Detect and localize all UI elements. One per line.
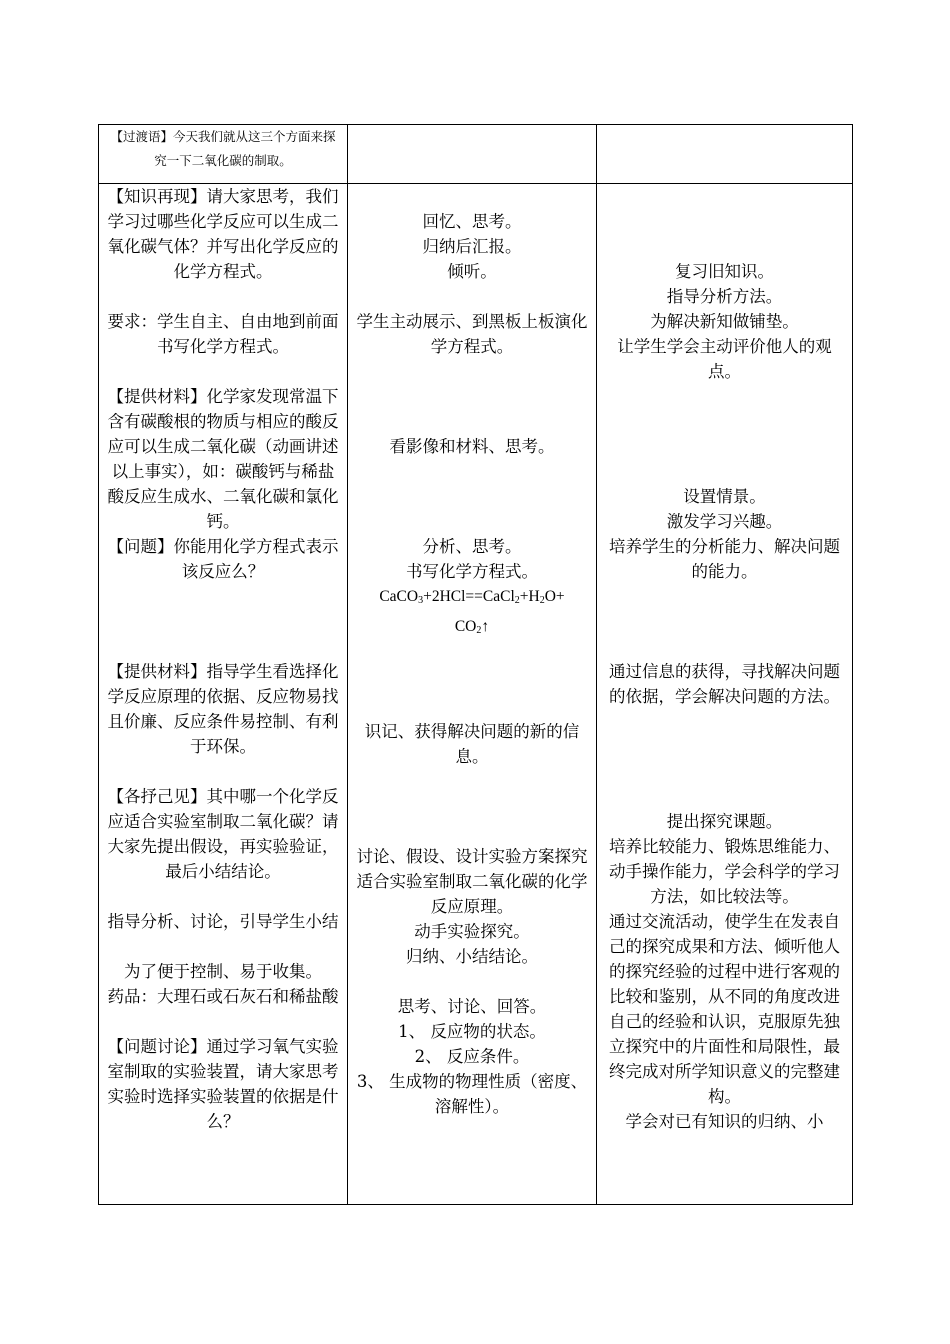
chemical-equation: $CaCO_3+2HCl==CaCl_2+H_2O+$ $CO_2↑$ — [379, 588, 565, 636]
student-line: 识记、获得解决问题的新的信息。 — [364, 722, 580, 766]
intent-line: 复习旧知识。 — [675, 262, 774, 281]
student-line: 学生主动展示、到黑板上板演化学方程式。 — [356, 312, 588, 356]
guide-summary: 指导分析、讨论，引导学生小结 — [107, 912, 339, 931]
student-line: 回忆、思考。 — [422, 212, 522, 231]
lesson-plan-table — [98, 124, 853, 1205]
intent-line: 提出探究课题。 — [666, 812, 783, 831]
student-cell — [348, 125, 597, 184]
intent-line: 指导分析方法。 — [666, 287, 783, 306]
intent-line: 设置情景。 — [683, 487, 766, 506]
opinions: 【各抒己见】其中哪一个化学反应适合实验室制取二氧化碳？请大家先提出假设，再实验验证，最后小结结论。 — [107, 787, 339, 881]
intent-line: 培养学生的分析能力、解决问题的能力。 — [609, 537, 840, 581]
table-row — [99, 184, 853, 1205]
question: 【问题】你能用化学方程式表示该反应么？ — [107, 537, 339, 581]
teacher-activity-cell — [99, 184, 348, 1205]
intent-line: 让学生学会主动评价他人的观点。 — [617, 337, 832, 381]
student-line: 思考、讨论、回答。 — [397, 997, 547, 1016]
student-line: 看影像和材料、思考。 — [389, 437, 555, 456]
student-line: 倾听。 — [447, 262, 497, 281]
intent-line: 通过交流活动，使学生在发表自己的探究成果和方法、倾听他人的探究经验的过程中进行客观的比较和鉴别，从不同的角度改进自己的经验和认识，克服原先独立探究中的片面性和局限性，最终完成对所学知识意义的完整建构。 — [609, 912, 840, 1106]
table-row — [99, 125, 853, 184]
reagents: 药品：大理石或石灰石和稀盐酸 — [107, 987, 339, 1006]
control-note: 为了便于控制、易于收集。 — [124, 962, 322, 981]
student-activity-cell — [348, 184, 597, 1205]
requirement: 要求：学生自主、自由地到前面书写化学方程式。 — [107, 312, 339, 356]
intent-line: 学会对已有知识的归纳、小 — [625, 1112, 824, 1131]
problem-discussion: 【问题讨论】通过学习氧气实验室制取的实验装置，请大家思考实验时选择实验装置的依据是什么？ — [107, 1037, 339, 1131]
intent-line: 为解决新知做铺垫。 — [650, 312, 799, 331]
teacher-cell — [99, 125, 348, 184]
intent-cell — [597, 125, 853, 184]
student-line: 1、 反应物的状态。 — [398, 1022, 546, 1041]
transition-text: 【过渡语】今天我们就从这三个方面来探究一下二氧化碳的制取。 — [110, 129, 336, 168]
student-line: 2、 反应条件。 — [414, 1047, 530, 1066]
intent-line: 培养比较能力、锻炼思维能力、动手操作能力，学会科学的学习方法，如比较法等。 — [609, 837, 840, 906]
design-intent-cell — [597, 184, 853, 1205]
material-2: 【提供材料】指导学生看选择化学反应原理的依据、反应物易找且价廉、反应条件易控制、有利于环保。 — [107, 662, 339, 756]
intent-line: 激发学习兴趣。 — [666, 512, 783, 531]
student-line: 3、 生成物的物理性质（密度、溶解性）。 — [356, 1072, 588, 1116]
student-line: 归纳后汇报。 — [422, 237, 522, 256]
student-line: 书写化学方程式。 — [406, 562, 538, 581]
material-1: 【提供材料】化学家发现常温下含有碳酸根的物质与相应的酸反应可以生成二氧化碳（动画讲述以上事实），如：碳酸钙与稀盐酸反应生成水、二氧化碳和氯化钙。 — [107, 387, 339, 531]
student-line: 分析、思考。 — [422, 537, 522, 556]
knowledge-review: 【知识再现】请大家思考，我们学习过哪些化学反应可以生成二氧化碳气体？并写出化学反应的化学方程式。 — [107, 187, 339, 281]
student-line: 归纳、小结结论。 — [406, 947, 538, 966]
student-line: 动手实验探究。 — [414, 922, 530, 941]
student-line: 讨论、假设、设计实验方案探究适合实验室制取二氧化碳的化学反应原理。 — [356, 847, 588, 916]
intent-line: 通过信息的获得，寻找解决问题的依据，学会解决问题的方法。 — [609, 662, 840, 706]
